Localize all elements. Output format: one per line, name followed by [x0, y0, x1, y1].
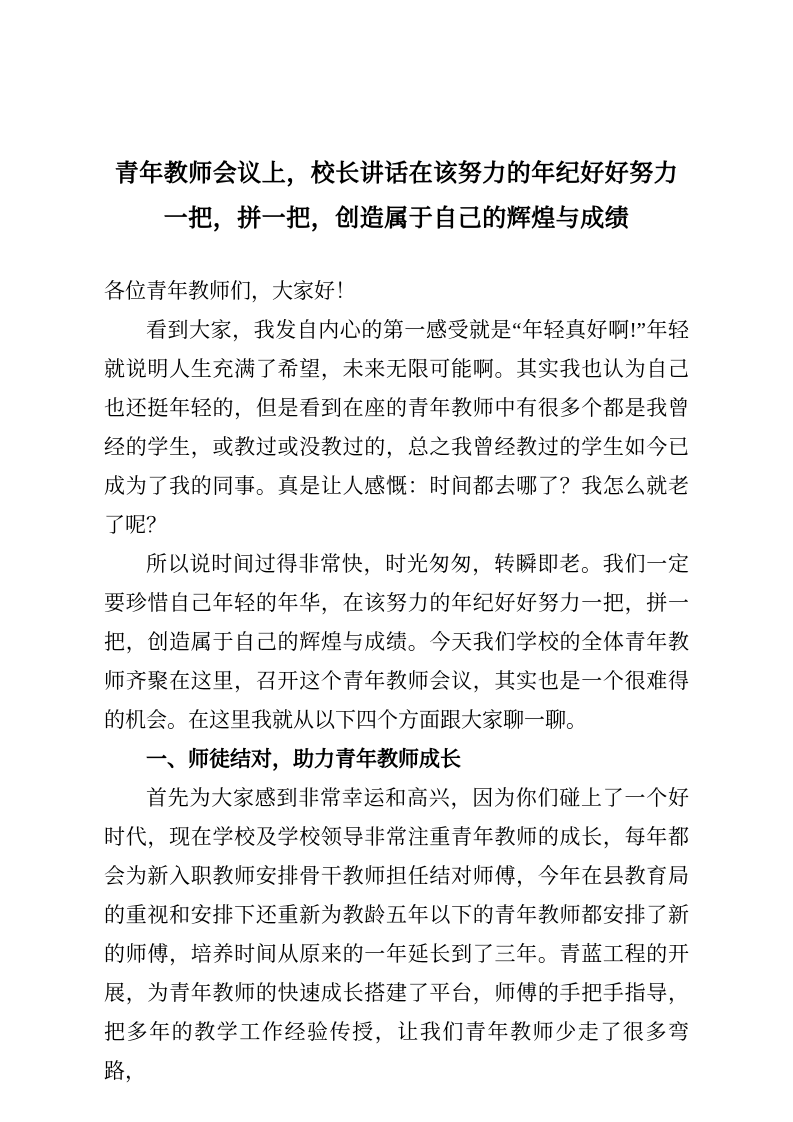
document-title: 青年教师会议上，校长讲话在该努力的年纪好好努力一把，拼一把，创造属于自己的辉煌与成绩	[114, 161, 679, 232]
paragraph-body-2: 所以说时间过得非常快，时光匆匆，转瞬即老。我们一定要珍惜自己年轻的年华，在该努力的年纪好好努力一把，拼一把，创造属于自己的辉煌与成绩。今天我们学校的全体青年教师齐聚在这里，召开这个青年教师会议，其实也是一个很难得的机会。在这里我就从以下四个方面跟大家聊一聊。	[104, 552, 689, 732]
paragraph-greeting: 各位青年教师们，大家好！	[104, 279, 356, 303]
section-heading-1: 一、师徒结对，助力青年教师成长	[146, 747, 461, 771]
paragraph-body-1: 看到大家，我发自内心的第一感受就是“年轻真好啊!”年轻就说明人生充满了希望，未来无限可能啊。其实我也认为自己也还挺年轻的，但是看到在座的青年教师中有很多个都是我曾经的学生，或教过或没教过的，总之我曾经教过的学生如今已成为了我的同事。真是让人感慨：时间都去哪了？我怎么就老了呢？	[104, 318, 689, 537]
paragraph-body-3: 首先为大家感到非常幸运和高兴，因为你们碰上了一个好时代，现在学校及学校领导非常注重青年教师的成长，每年都会为新入职教师安排骨干教师担任结对师傅，今年在县教育局的重视和安排下还重新为教龄五年以下的青年教师都安排了新的师傅，培养时间从原来的一年延长到了三年。青蓝工程的开展，为青年教师的快速成长搭建了平台，师傅的手把手指导，把多年的教学工作经验传授，让我们青年教师少走了很多弯路，	[104, 786, 689, 1083]
